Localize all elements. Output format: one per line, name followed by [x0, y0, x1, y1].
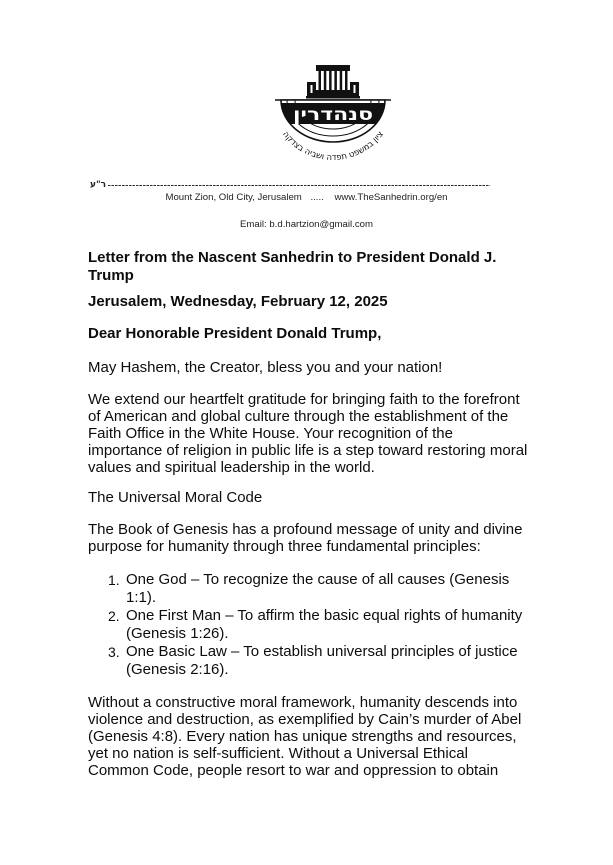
hebrew-mark: ר"ע [90, 180, 107, 190]
principle-item [88, 571, 522, 607]
divider-rule [108, 185, 490, 186]
building-column [345, 71, 348, 90]
logo-motto-path: ציון במשפט תפדה ושביה בצדקה [280, 129, 386, 164]
paragraph-line: violence and destruction, as exemplified by Cain’s murder of Abel [88, 711, 522, 728]
paragraph-framework [88, 694, 521, 779]
principle-line: (Genesis 2:16). [126, 661, 229, 678]
building-column [340, 71, 343, 90]
paragraph-line: We extend our heartfelt gratitude for bringing faith to the forefront [88, 391, 520, 408]
principle-number: 3. [108, 644, 120, 660]
paragraph-line: Faith Office in the White House. Your recognition of the [88, 425, 453, 442]
wing-window [311, 85, 313, 93]
paragraph-line: yet no nation is self-sufficient. Without a Universal Ethical [88, 745, 468, 762]
paragraph-line: Without a constructive moral framework, humanity descends into [88, 694, 518, 711]
website-text: www.TheSanhedrin.org/en [334, 192, 448, 203]
paragraph-line: Common Code, people resort to war and oppression to obtain [88, 762, 499, 779]
letterhead-rule-row [90, 179, 490, 191]
blessing-line: May Hashem, the Creator, bless you and your nation! [88, 359, 443, 376]
address-separator: ..... [310, 192, 324, 203]
principle-item [88, 607, 522, 643]
building-step [314, 90, 352, 93]
building-step [310, 93, 356, 96]
paragraph-line: importance of religion in public life is a step toward restoring moral [88, 442, 528, 459]
principle-line: (Genesis 1:26). [126, 625, 229, 642]
building-column [319, 71, 322, 90]
building-step [306, 96, 360, 99]
principle-number: 1. [108, 572, 120, 588]
paragraph-line: purpose for humanity through three fundamental principles: [88, 538, 481, 555]
section-heading: The Universal Moral Code [88, 489, 263, 506]
principle-line: One First Man – To affirm the basic equal rights of humanity [126, 607, 523, 624]
principles-list [88, 571, 522, 679]
principle-line: One God – To recognize the cause of all causes (Genesis [126, 571, 510, 588]
paragraph-line: of American and global culture through the establishment of the [88, 408, 509, 425]
paragraph-genesis [88, 521, 522, 555]
building-column [329, 71, 332, 90]
building-roof [316, 65, 350, 71]
address-line [0, 192, 613, 204]
principle-line: One Basic Law – To establish universal principles of justice [126, 643, 518, 660]
logo-name-text: סנהדרין [293, 105, 373, 125]
sanhedrin-logo [263, 60, 403, 164]
letter-date: Jerusalem, Wednesday, February 12, 2025 [88, 293, 388, 310]
paragraph-line: values and spiritual leadership in the world. [88, 459, 375, 476]
building-column [334, 71, 337, 90]
email-line: Email: b.d.hartzion@gmail.com [240, 219, 373, 230]
letter-title [88, 249, 496, 285]
building-column [324, 71, 327, 90]
principle-item [88, 643, 522, 679]
address-text: Mount Zion, Old City, Jerusalem [165, 192, 302, 203]
letter-title-line: Letter from the Nascent Sanhedrin to President Donald J. [88, 249, 497, 266]
logo-building [306, 65, 360, 99]
principle-number: 2. [108, 608, 120, 624]
paragraph-gratitude [88, 391, 527, 476]
paragraph-line: (Genesis 4:8). Every nation has unique strengths and resources, [88, 728, 517, 745]
letter-title-line: Trump [88, 267, 134, 284]
wing-window [354, 85, 356, 93]
salutation: Dear Honorable President Donald Trump, [88, 325, 382, 342]
principle-line: 1:1). [126, 589, 157, 606]
paragraph-line: The Book of Genesis has a profound message of unity and divine [88, 521, 523, 538]
